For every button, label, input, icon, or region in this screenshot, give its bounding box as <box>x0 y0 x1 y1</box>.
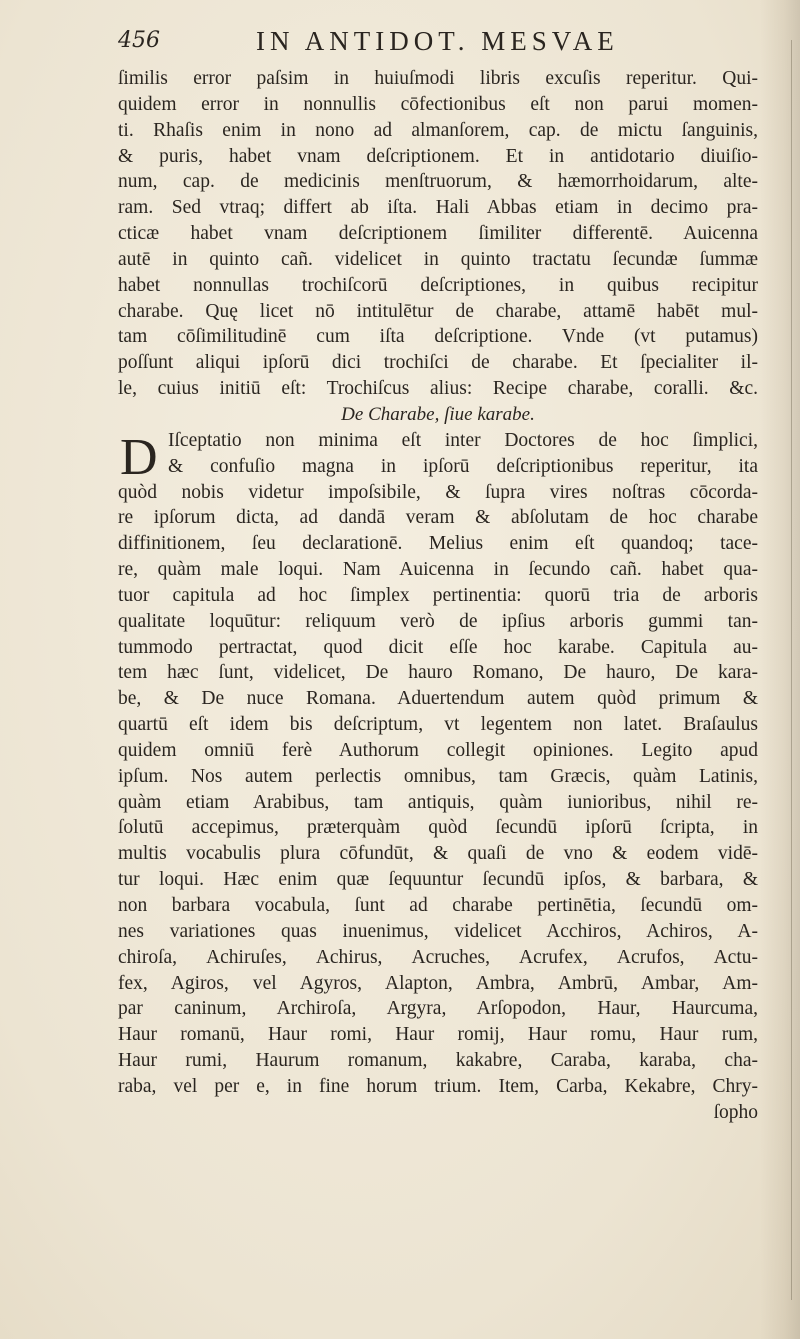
text-line: non barbara vocabula, ſunt ad charabe pertinētia, ſecundū om- <box>118 895 758 916</box>
text-line: tur loqui. Hæc enim quæ ſequuntur ſecundū ipſos, & barbara, & <box>118 869 758 891</box>
drop-capital: D <box>120 428 158 486</box>
text-line: quidem error in nonnullis cōfectionibus eſt non parui momen- <box>118 93 758 115</box>
page-edge-line <box>791 40 792 1300</box>
text-line: be, & De nuce Romana. Aduertendum autem quòd primum & <box>118 688 758 710</box>
text-line: re, quàm male loqui. Nam Auicenna in ſecundo cañ. habet qua- <box>118 559 758 581</box>
text-line: fex, Agiros, vel Agyros, Alapton, Ambra, Ambrū, Ambar, Am- <box>118 972 758 994</box>
text-line: nes variationes quas inuenimus, videlicet Acchiros, Achiros, A- <box>118 920 758 942</box>
text-line: quartū eſt idem bis deſcriptum, vt legentem non latet. Braſaulus <box>118 714 758 736</box>
text-line: tem hæc ſunt, videlicet, De hauro Romano, De hauro, De kara- <box>118 662 758 684</box>
text-line: poſſunt aliqui ipſorū dici trochiſci de charabe. Et ſpecialiter il- <box>118 352 758 374</box>
text-line: Haur romanū, Haur romi, Haur romij, Haur romu, Haur rum, <box>118 1024 758 1046</box>
text-line: quàm etiam Arabibus, tam antiquis, quàm iunioribus, nihil re- <box>118 791 758 813</box>
text-line: quòd nobis videtur impoſsibile, & ſupra vires noſtras cōcorda- <box>118 481 758 503</box>
text-line: ti. Rhaſis enim in nono ad almanſorem, cap. de mictu ſanguinis, <box>118 119 758 141</box>
text-line: Haur rumi, Haurum romanum, kakabre, Caraba, karaba, cha- <box>118 1050 758 1072</box>
text-line: ſimilis error paſsim in huiuſmodi libris excuſis reperitur. Qui- <box>118 68 758 89</box>
text-line: num, cap. de medicinis menſtruorum, & hæmorrhoidarum, alte- <box>118 171 758 193</box>
text-line: tam cōſimilitudinē cum iſta deſcriptione. Vnde (vt putamus) <box>118 326 758 348</box>
text-line: ipſum. Nos autem perlectis omnibus, tam Græcis, quàm Latinis, <box>118 765 758 787</box>
text-block <box>118 66 758 1126</box>
running-title: IN ANTIDOT. MESVAE <box>256 26 619 56</box>
text-line: ſolutū accepimus, præterquàm quòd ſecundū ipſorū ſcripta, in <box>118 817 758 839</box>
paragraph <box>118 428 758 1100</box>
text-line: & puris, habet vnam deſcriptionem. Et in antidotario diuiſio- <box>118 145 758 167</box>
text-line: qualitate loquūtur: reliquum verò de ipſius arboris gummi tan- <box>118 610 758 632</box>
running-head <box>118 26 758 62</box>
page-edge-shadow <box>760 0 800 1339</box>
text-line: re ipſorum dicta, ad dandā veram & abſolutam de hoc charabe <box>118 507 758 529</box>
text-line: Iſceptatio non minima eſt inter Doctores de hoc ſimplici, <box>168 429 758 451</box>
text-line: tummodo pertractat, quod dicit eſſe hoc karabe. Capitula au- <box>118 636 758 658</box>
text-line: habet nonnullas trochiſcorū deſcriptiones, in quibus recipitur <box>118 274 758 296</box>
text-line: charabe. Quę licet nō intitulētur de charabe, attamē habēt mul- <box>118 300 758 322</box>
section-heading: De Charabe, ſiue karabe. <box>341 403 535 425</box>
text-line: diffinitionem, ſeu declarationē. Melius enim eſt quandoq; tace- <box>118 533 758 555</box>
text-line: tuor capitula ad hoc ſimplex pertinentia: quorū tria de arboris <box>118 584 758 606</box>
page-number: 456 <box>118 28 160 53</box>
text-line: par caninum, Archiroſa, Argyra, Arſopodon, Haur, Haurcuma, <box>118 998 758 1020</box>
catchword: ſopho <box>713 1101 758 1123</box>
text-line: autē in quinto cañ. videlicet in quinto tractatu ſecundæ ſummæ <box>118 248 758 270</box>
text-line: quidem omniū ferè Authorum collegit opiniones. Legito apud <box>118 739 758 761</box>
text-line: & confuſio magna in ipſorū deſcriptionibus reperitur, ita <box>168 455 758 477</box>
text-line: raba, vel per e, in fine horum trium. Item, Carba, Kekabre, Chry- <box>118 1075 758 1097</box>
text-line: chiroſa, Achiruſes, Achirus, Acruches, Acrufex, Acrufos, Actu- <box>118 946 758 968</box>
text-line: le, cuius initiū eſt: Trochiſcus alius: Recipe charabe, coralli. &c. <box>118 378 758 400</box>
text-line: multis vocabulis plura cōfundūt, & quaſi de vno & eodem vidē- <box>118 843 758 865</box>
text-line: ram. Sed vtraq; differt ab iſta. Hali Abbas etiam in decimo pra- <box>118 197 758 219</box>
text-line: cticæ habet vnam deſcriptionem ſimiliter differentē. Auicenna <box>118 223 758 245</box>
